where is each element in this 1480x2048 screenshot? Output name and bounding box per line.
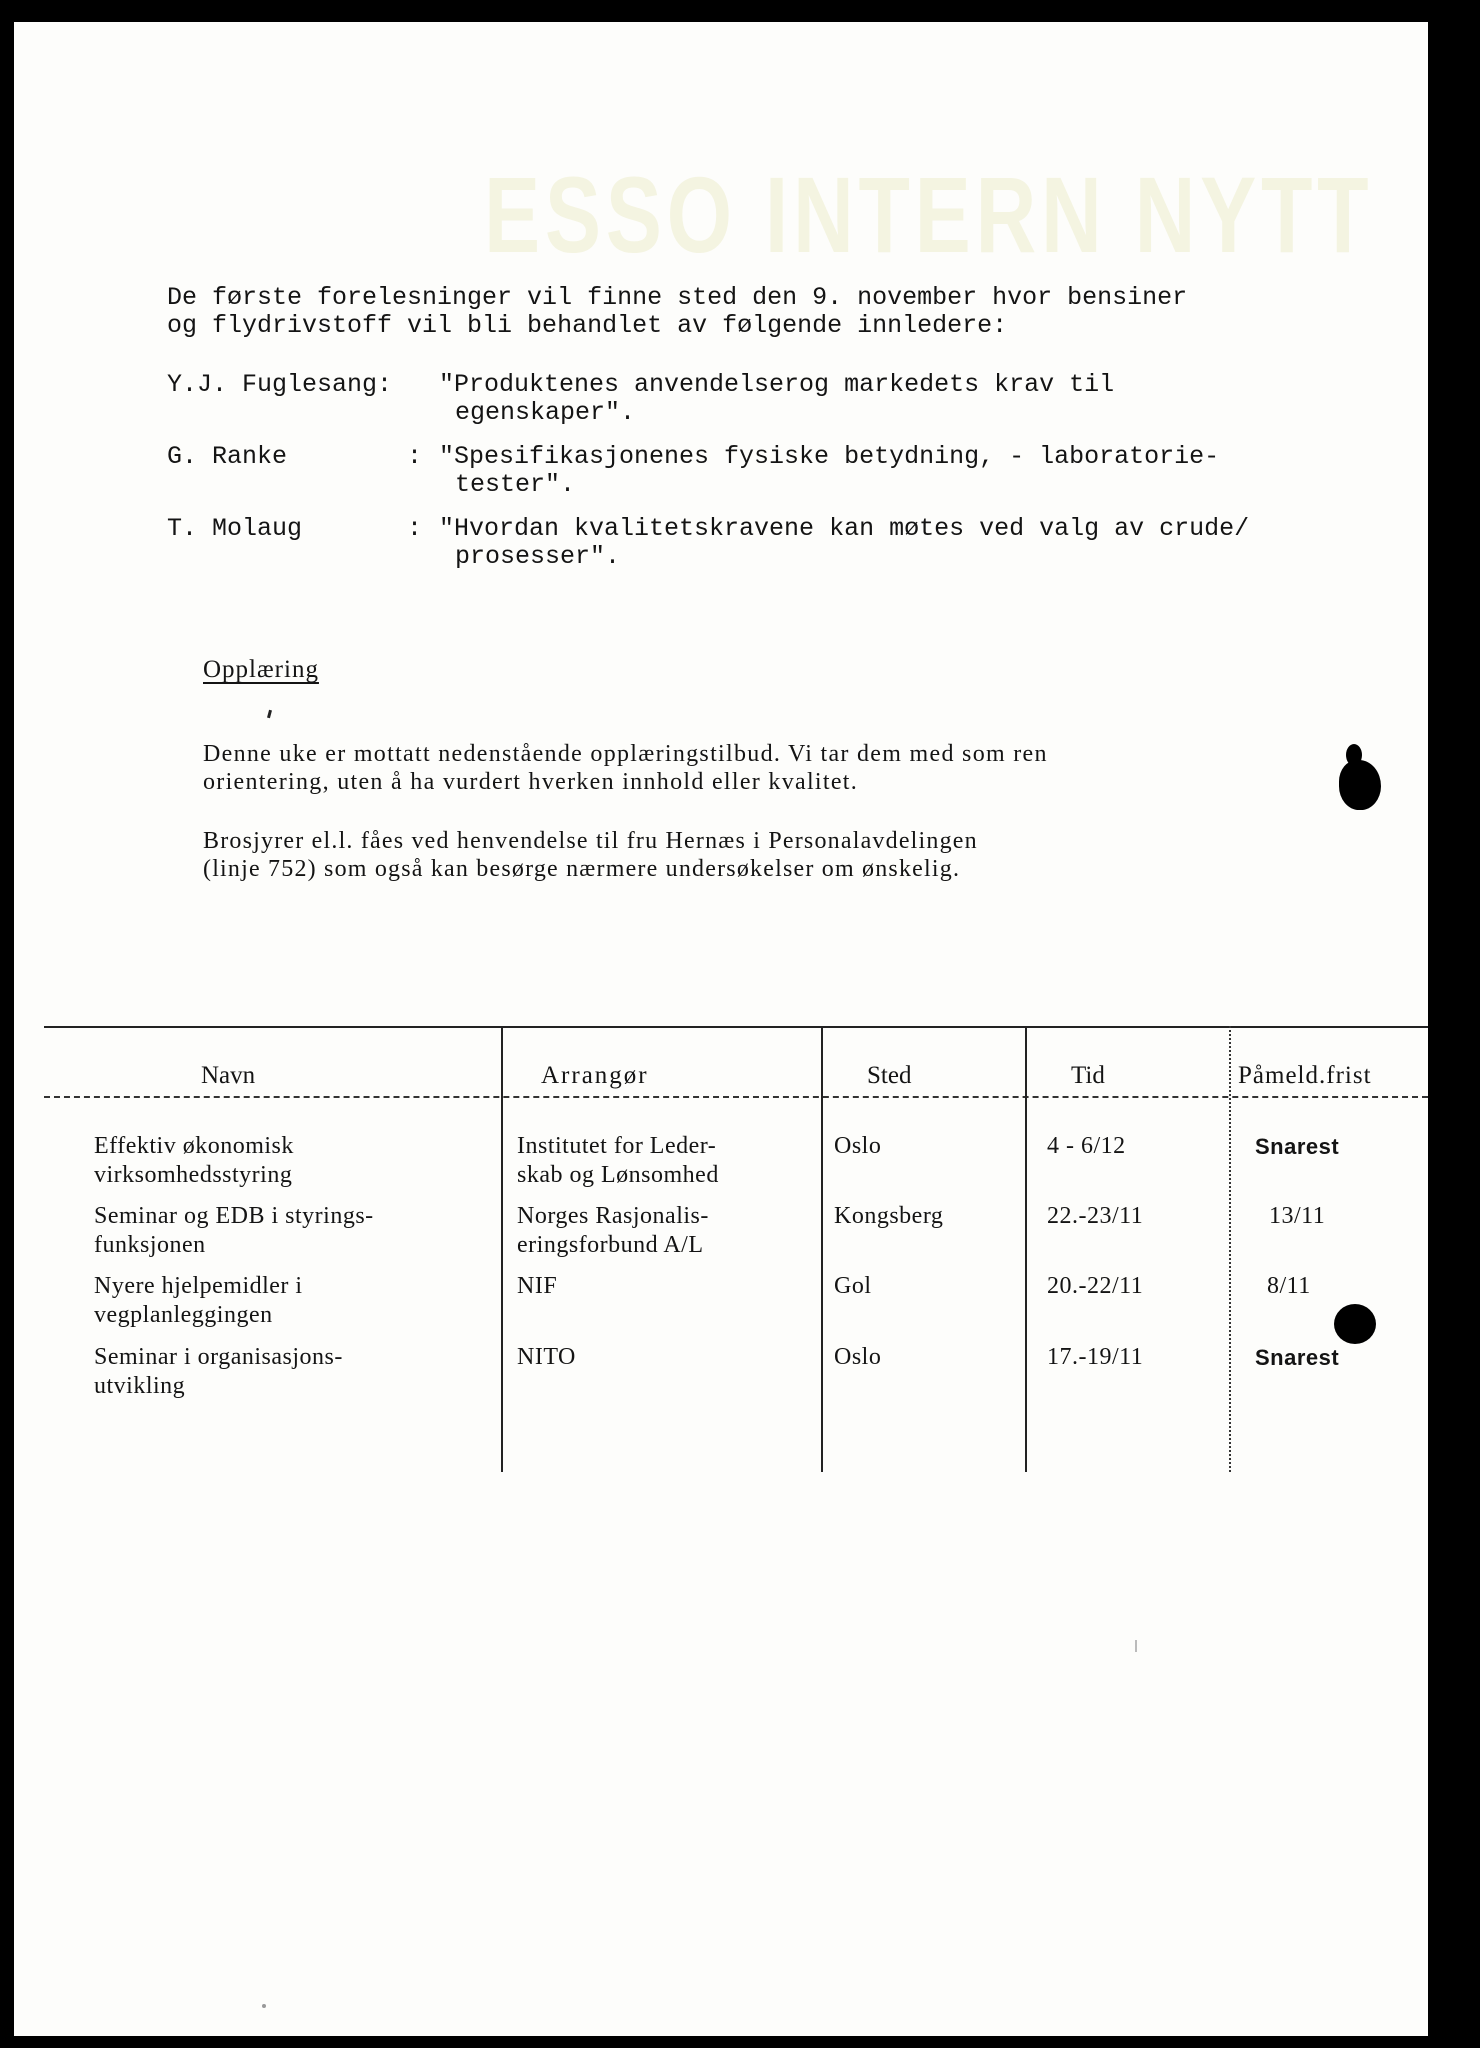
cell-arrangor: Norges Rasjonalis- eringsforbund A/L xyxy=(517,1203,709,1258)
paragraph-2-line-2: (linje 752) som også kan besørge nærmere undersøkelser om ønskelig. xyxy=(203,856,961,882)
speaker-topic-line-1: "Produktenes anvendelserog markedets krav til xyxy=(439,370,1115,399)
intro-line-1: De første forelesninger vil finne sted den 9. november hvor bensiner xyxy=(167,283,1188,312)
cell-arrangor: NITO xyxy=(517,1344,576,1370)
cell-navn: Effektiv økonomisk virksomhedsstyring xyxy=(94,1133,294,1188)
ghost-caption-left xyxy=(324,172,454,232)
paragraph-1-line-1: Denne uke er mottatt nedenstående opplæringstilbud. Vi tar dem med som ren xyxy=(203,741,1048,767)
cell-frist: Snarest xyxy=(1255,1345,1340,1370)
stray-mark xyxy=(267,710,272,719)
ink-blot xyxy=(1334,1304,1376,1344)
section-heading: Opplæring xyxy=(203,656,319,683)
speaker-name: T. Molaug xyxy=(167,514,303,543)
cell-sted: Kongsberg xyxy=(834,1203,944,1229)
speaker-separator: : xyxy=(407,442,423,471)
speaker-name: G. Ranke xyxy=(167,442,288,471)
speaker-topic-line-2: tester". xyxy=(455,470,576,499)
cell-tid: 20.-22/11 xyxy=(1047,1273,1144,1299)
document-page xyxy=(14,22,1428,2036)
cell-frist: 8/11 xyxy=(1267,1273,1311,1299)
speaker-topic-line-2: egenskaper". xyxy=(455,398,636,427)
speaker-topic-line-1: "Spesifikasjonenes fysiske betydning, - laboratorie- xyxy=(439,442,1220,471)
paragraph-1-line-2: orientering, uten å ha vurdert hverken innhold eller kvalitet. xyxy=(203,769,859,795)
cell-frist: Snarest xyxy=(1255,1134,1340,1159)
cell-arrangor: NIF xyxy=(517,1273,558,1299)
paper-speck xyxy=(262,2004,266,2008)
cell-tid: 17.-19/11 xyxy=(1047,1344,1144,1370)
ink-blot xyxy=(1346,744,1362,766)
paper-speck xyxy=(1135,1640,1137,1652)
column-divider xyxy=(501,1026,503,1472)
speaker-separator: : xyxy=(407,514,423,543)
cell-navn: Seminar og EDB i styrings- funksjonen xyxy=(94,1203,374,1258)
cell-navn: Nyere hjelpemidler i vegplanleggingen xyxy=(94,1273,303,1328)
intro-line-2: og flydrivstoff vil bli behandlet av følgende innledere: xyxy=(167,311,1008,340)
column-header-navn: Navn xyxy=(201,1062,256,1089)
column-header-sted: Sted xyxy=(867,1062,912,1089)
column-header-tid: Tid xyxy=(1071,1062,1105,1089)
paragraph-2-line-1: Brosjyrer el.l. fåes ved henvendelse til fru Hernæs i Personalavdelingen xyxy=(203,828,978,854)
cell-frist: 13/11 xyxy=(1269,1203,1326,1229)
show-through-heading xyxy=(484,152,1384,275)
column-divider xyxy=(1229,1026,1231,1472)
column-header-arrangor: Arrangør xyxy=(541,1062,649,1089)
cell-tid: 4 - 6/12 xyxy=(1047,1133,1126,1159)
cell-arrangor: Institutet for Leder- skab og Lønsomhed xyxy=(517,1133,719,1188)
cell-sted: Gol xyxy=(834,1273,872,1299)
cell-tid: 22.-23/11 xyxy=(1047,1203,1144,1229)
table-top-rule xyxy=(44,1026,1428,1028)
column-divider xyxy=(821,1026,823,1472)
cell-sted: Oslo xyxy=(834,1344,882,1370)
speaker-name: Y.J. Fuglesang: xyxy=(167,370,393,399)
table-header-rule xyxy=(44,1096,1428,1098)
column-divider xyxy=(1025,1026,1027,1472)
ink-blot xyxy=(1339,760,1381,810)
speaker-topic-line-2: prosesser". xyxy=(455,542,621,571)
speaker-topic-line-1: "Hvordan kvalitetskravene kan møtes ved valg av crude/ xyxy=(439,514,1250,543)
ghost-title: ESSO INTERN NYTT xyxy=(484,154,1374,275)
cell-sted: Oslo xyxy=(834,1133,882,1159)
cell-navn: Seminar i organisasjons- utvikling xyxy=(94,1344,343,1399)
column-header-frist: Påmeld.frist xyxy=(1238,1062,1372,1089)
